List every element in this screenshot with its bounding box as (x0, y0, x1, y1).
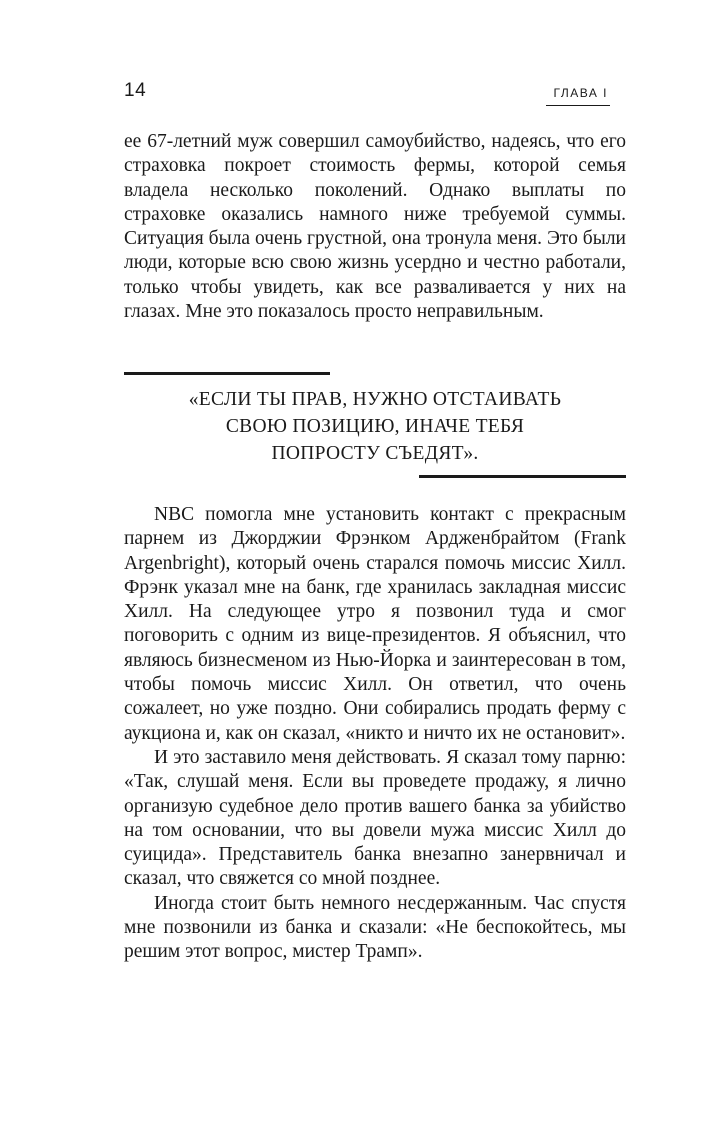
chapter-title: ГЛАВА I (553, 86, 608, 100)
paragraph: Иногда стоит быть немного несдержанным. Час спустя мне позвонили из банка и сказали: «Не беспокойтесь, мы решим этот вопрос, мистер Трамп». (124, 892, 626, 963)
paragraph: NBC помогла мне установить контакт с прекрасным парнем из Джорджии Фрэнком Ардженбрайтом (Frank Argenbright), который очень старался помочь миссис Хилл. Фрэнк указал мне на банк, где хранилась закладная миссис Хилл. На следующее утро я позвонил туда и смог поговорить с одним из вице-президентов. Я объяснил, что являюсь бизнесменом из Нью-Йорка и заинтересован в том, чтобы помочь миссис Хилл. Он ответил, что очень сожалеет, но уже поздно. Они собирались продать ферму с аукциона и, как он сказал, «никто и ничто их не остановит». (124, 504, 626, 744)
paragraph: ее 67-летний муж совершил самоубийство, надеясь, что его страховка покроет стоимость фермы, которой семья владела несколько поколений. Однако выплаты по страховке оказались намного ниже требуемой суммы. Ситуация была очень грустной, она тронула меня. Это были люди, которые всю свою жизнь усердно и честно работали, только чтобы увидеть, как все разваливается у них на глазах. Мне это показалось просто неправильным. (124, 131, 626, 323)
header-rule (546, 105, 610, 106)
pull-quote (124, 386, 626, 467)
pull-quote-line: СВОЮ ПОЗИЦИЮ, ИНАЧЕ ТЕБЯ (225, 416, 525, 437)
page-number: 14 (124, 80, 147, 101)
pull-quote-line: ПОПРОСТУ СЪЕДЯТ». (271, 443, 479, 464)
pull-quote-line: «ЕСЛИ ТЫ ПРАВ, НУЖНО ОТСТАИВАТЬ (188, 389, 562, 410)
pull-quote-rule-top (124, 372, 330, 375)
opening-paragraph-block (124, 130, 626, 324)
main-text-block (124, 503, 626, 965)
running-header (124, 78, 626, 108)
paragraph: И это заставило меня действовать. Я сказал тому парню: «Так, слушай меня. Если вы проведете продажу, я лично организую судебное дело против вашего банка за убийство на том основании, что вы довели мужа миссис Хилл до суицида». Представитель банка внезапно занервничал и сказал, что свяжется со мной позднее. (124, 746, 626, 890)
pull-quote-rule-bottom (419, 475, 626, 478)
